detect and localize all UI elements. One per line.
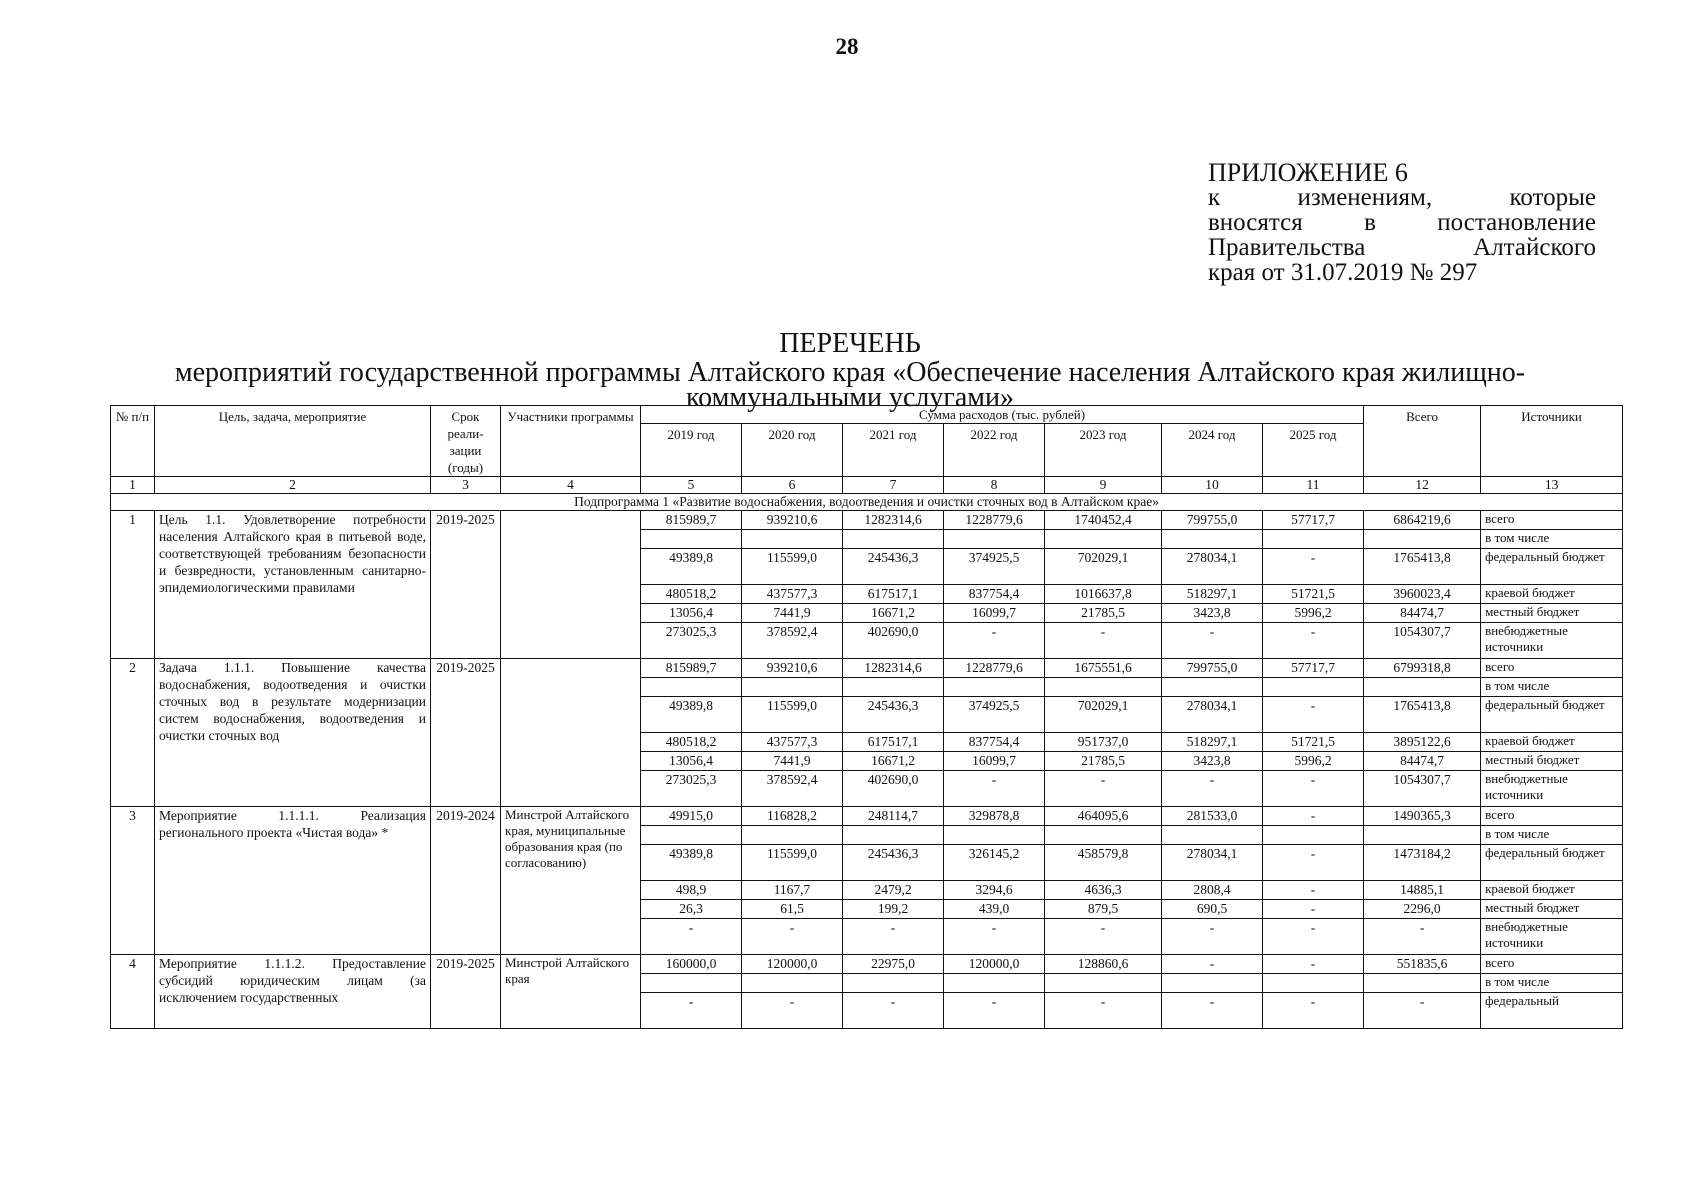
year-value: - (843, 993, 944, 1029)
year-value (742, 826, 843, 845)
funding-source: краевой бюджет (1481, 585, 1623, 604)
row-number: 3 (111, 807, 155, 955)
year-value: - (944, 771, 1045, 807)
column-number: 4 (501, 477, 641, 494)
funding-source: федеральный бюджет (1481, 697, 1623, 733)
year-value: - (843, 919, 944, 955)
column-number: 11 (1263, 477, 1364, 494)
year-value (742, 974, 843, 993)
funding-source: всего (1481, 955, 1623, 974)
year-value: 128860,6 (1045, 955, 1162, 974)
year-value: - (641, 919, 742, 955)
year-value: 815989,7 (641, 511, 742, 530)
total-value: - (1364, 919, 1481, 955)
implementation-term: 2019-2025 (431, 659, 501, 807)
participants: Минстрой Алтайского края (501, 955, 641, 1029)
expenses-table (110, 405, 1623, 1029)
year-value (944, 530, 1045, 549)
year-value: 799755,0 (1162, 511, 1263, 530)
total-value: 84474,7 (1364, 604, 1481, 623)
year-value: - (1263, 900, 1364, 919)
funding-source: внебюджетные источники (1481, 771, 1623, 807)
year-value: 378592,4 (742, 771, 843, 807)
table-row (111, 659, 1623, 678)
total-value: 1054307,7 (1364, 623, 1481, 659)
year-value: 245436,3 (843, 549, 944, 585)
funding-source: местный бюджет (1481, 604, 1623, 623)
column-number: 9 (1045, 477, 1162, 494)
year-value: 16671,2 (843, 752, 944, 771)
year-value: 21785,5 (1045, 752, 1162, 771)
participants (501, 511, 641, 659)
year-value: 61,5 (742, 900, 843, 919)
funding-source: в том числе (1481, 974, 1623, 993)
year-value: 464095,6 (1045, 807, 1162, 826)
header-term: Срок реали-зации (годы) (431, 406, 501, 477)
year-value: 281533,0 (1162, 807, 1263, 826)
year-value: 248114,7 (843, 807, 944, 826)
funding-source: краевой бюджет (1481, 733, 1623, 752)
year-value (641, 974, 742, 993)
column-number: 12 (1364, 477, 1481, 494)
year-value: 3423,8 (1162, 604, 1263, 623)
year-value: 7441,9 (742, 752, 843, 771)
year-value: - (1263, 697, 1364, 733)
year-value: - (1263, 549, 1364, 585)
year-value (843, 826, 944, 845)
year-value (742, 530, 843, 549)
year-value (1045, 530, 1162, 549)
year-value: 939210,6 (742, 659, 843, 678)
year-value: 480518,2 (641, 733, 742, 752)
year-value (1045, 826, 1162, 845)
participants: Минстрой Алтайского края, муниципальные образования края (по согласованию) (501, 807, 641, 955)
total-value: 84474,7 (1364, 752, 1481, 771)
year-value: 245436,3 (843, 697, 944, 733)
year-value: - (944, 623, 1045, 659)
year-value: 837754,4 (944, 733, 1045, 752)
total-value (1364, 826, 1481, 845)
funding-source: в том числе (1481, 826, 1623, 845)
year-value: 402690,0 (843, 623, 944, 659)
funding-source: федеральный бюджет (1481, 549, 1623, 585)
year-value: 617517,1 (843, 585, 944, 604)
year-value: 278034,1 (1162, 549, 1263, 585)
year-value: - (1263, 623, 1364, 659)
year-value: 245436,3 (843, 845, 944, 881)
year-value: 57717,7 (1263, 511, 1364, 530)
year-value: 115599,0 (742, 845, 843, 881)
total-value: 1765413,8 (1364, 549, 1481, 585)
header-year: 2025 год (1263, 424, 1364, 477)
year-value (843, 678, 944, 697)
implementation-term: 2019-2025 (431, 511, 501, 659)
total-value (1364, 678, 1481, 697)
year-value (843, 974, 944, 993)
year-value: 13056,4 (641, 752, 742, 771)
funding-source: краевой бюджет (1481, 881, 1623, 900)
appendix-line: Правительства Алтайского (1208, 234, 1596, 261)
column-number: 13 (1481, 477, 1623, 494)
year-value: - (1263, 955, 1364, 974)
year-value: 22975,0 (843, 955, 944, 974)
year-value (1162, 678, 1263, 697)
year-value: 51721,5 (1263, 733, 1364, 752)
total-value: 6799318,8 (1364, 659, 1481, 678)
page-number: 28 (835, 34, 859, 59)
year-value: 21785,5 (1045, 604, 1162, 623)
year-value: 617517,1 (843, 733, 944, 752)
document-subtitle: мероприятий государственной программы Алтайского края «Обеспечение населения Алтайского края жилищно-коммунальными услугами» (174, 357, 1526, 413)
year-value (1045, 974, 1162, 993)
appendix-line: края от 31.07.2019 № 297 (1208, 259, 1478, 286)
year-value: - (1045, 771, 1162, 807)
total-value: 1473184,2 (1364, 845, 1481, 881)
column-number: 6 (742, 477, 843, 494)
funding-source: всего (1481, 659, 1623, 678)
column-number: 10 (1162, 477, 1263, 494)
total-value: 6864219,6 (1364, 511, 1481, 530)
column-number: 5 (641, 477, 742, 494)
year-value: 49389,8 (641, 549, 742, 585)
header-year: 2019 год (641, 424, 742, 477)
header-row (111, 406, 1623, 424)
year-value: 518297,1 (1162, 733, 1263, 752)
year-value: - (1263, 771, 1364, 807)
total-value: 2296,0 (1364, 900, 1481, 919)
year-value: 480518,2 (641, 585, 742, 604)
year-value: 1228779,6 (944, 659, 1045, 678)
header-num: № п/п (111, 406, 155, 477)
header-year: 2022 год (944, 424, 1045, 477)
column-number: 3 (431, 477, 501, 494)
total-value (1364, 530, 1481, 549)
funding-source: местный бюджет (1481, 752, 1623, 771)
year-value: - (1162, 955, 1263, 974)
column-number: 7 (843, 477, 944, 494)
year-value (1263, 678, 1364, 697)
year-value: 2479,2 (843, 881, 944, 900)
year-value: 199,2 (843, 900, 944, 919)
appendix-title: ПРИЛОЖЕНИЕ 6 (1208, 158, 1408, 187)
year-value: 837754,4 (944, 585, 1045, 604)
year-value (641, 826, 742, 845)
year-value (944, 826, 1045, 845)
year-value: - (944, 919, 1045, 955)
header-sources: Источники (1481, 406, 1623, 477)
activity-name: Мероприятие 1.1.1.1. Реализация регионального проекта «Чистая вода» * (155, 807, 431, 955)
participants (501, 659, 641, 807)
year-value (1162, 826, 1263, 845)
year-value: 702029,1 (1045, 549, 1162, 585)
year-value: - (1263, 807, 1364, 826)
activity-name: Задача 1.1.1. Повышение качества водоснабжения, водоотведения и очистки сточных вод в результате модернизации систем водоснабжения, водоотведения и очистки сточных вод (155, 659, 431, 807)
implementation-term: 2019-2025 (431, 955, 501, 1029)
column-number-row (111, 477, 1623, 494)
total-value: 3895122,6 (1364, 733, 1481, 752)
activity-name: Цель 1.1. Удовлетворение потребности населения Алтайского края в питьевой воде, соответствующей требованиям безопасности и безвредности, установленным санитарно-эпидемиологическими правилами (155, 511, 431, 659)
year-value: 7441,9 (742, 604, 843, 623)
year-value: 49389,8 (641, 845, 742, 881)
header-year: 2021 год (843, 424, 944, 477)
appendix-block (1208, 160, 1596, 285)
year-value: 3423,8 (1162, 752, 1263, 771)
year-value (1263, 530, 1364, 549)
year-value: - (1162, 623, 1263, 659)
year-value: 57717,7 (1263, 659, 1364, 678)
implementation-term: 2019-2024 (431, 807, 501, 955)
year-value: 498,9 (641, 881, 742, 900)
year-value: 815989,7 (641, 659, 742, 678)
subprogram-row (111, 494, 1623, 511)
funding-source: всего (1481, 807, 1623, 826)
year-value: 437577,3 (742, 733, 843, 752)
year-value: 374925,5 (944, 549, 1045, 585)
column-number: 2 (155, 477, 431, 494)
year-value (641, 678, 742, 697)
year-value: 439,0 (944, 900, 1045, 919)
year-value: 160000,0 (641, 955, 742, 974)
year-value: - (1045, 623, 1162, 659)
header-year: 2023 год (1045, 424, 1162, 477)
header-participants: Участники программы (501, 406, 641, 477)
year-value: - (1162, 919, 1263, 955)
funding-source: в том числе (1481, 530, 1623, 549)
year-value: - (1162, 993, 1263, 1029)
year-value: 329878,8 (944, 807, 1045, 826)
year-value: 879,5 (1045, 900, 1162, 919)
year-value (1263, 826, 1364, 845)
row-number: 4 (111, 955, 155, 1029)
year-value: 16671,2 (843, 604, 944, 623)
funding-source: местный бюджет (1481, 900, 1623, 919)
funding-source: внебюджетные источники (1481, 623, 1623, 659)
year-value: 378592,4 (742, 623, 843, 659)
year-value: 16099,7 (944, 604, 1045, 623)
total-value: 3960023,4 (1364, 585, 1481, 604)
year-value: 3294,6 (944, 881, 1045, 900)
year-value: - (1045, 993, 1162, 1029)
row-number: 2 (111, 659, 155, 807)
year-value (1162, 974, 1263, 993)
year-value: 278034,1 (1162, 845, 1263, 881)
year-value: 1740452,4 (1045, 511, 1162, 530)
year-value: 120000,0 (742, 955, 843, 974)
funding-source: всего (1481, 511, 1623, 530)
header-year: 2020 год (742, 424, 843, 477)
total-value: 1054307,7 (1364, 771, 1481, 807)
header-goal: Цель, задача, мероприятие (155, 406, 431, 477)
year-value (1263, 974, 1364, 993)
total-value (1364, 974, 1481, 993)
year-value: 1282314,6 (843, 659, 944, 678)
appendix-line: к изменениям, которые (1208, 184, 1596, 211)
year-value: 702029,1 (1045, 697, 1162, 733)
year-value: 4636,3 (1045, 881, 1162, 900)
total-value: 14885,1 (1364, 881, 1481, 900)
year-value: 1282314,6 (843, 511, 944, 530)
activity-name: Мероприятие 1.1.1.2. Предоставление субсидий юридическим лицам (за исключением государственных (155, 955, 431, 1029)
year-value: - (1045, 919, 1162, 955)
year-value: 437577,3 (742, 585, 843, 604)
year-value: 273025,3 (641, 771, 742, 807)
year-value: 1675551,6 (1045, 659, 1162, 678)
year-value: - (742, 993, 843, 1029)
funding-source: в том числе (1481, 678, 1623, 697)
year-value: 458579,8 (1045, 845, 1162, 881)
funding-source: федеральный (1481, 993, 1623, 1029)
total-value: 551835,6 (1364, 955, 1481, 974)
year-value: 5996,2 (1263, 752, 1364, 771)
year-value: 2808,4 (1162, 881, 1263, 900)
column-number: 8 (944, 477, 1045, 494)
year-value: - (1263, 919, 1364, 955)
column-number: 1 (111, 477, 155, 494)
header-expenses: Сумма расходов (тыс. рублей) (641, 406, 1364, 424)
year-value: 115599,0 (742, 549, 843, 585)
year-value: - (1263, 845, 1364, 881)
year-value: 1016637,8 (1045, 585, 1162, 604)
year-value: 49389,8 (641, 697, 742, 733)
header-year: 2024 год (1162, 424, 1263, 477)
year-value: 120000,0 (944, 955, 1045, 974)
year-value: 115599,0 (742, 697, 843, 733)
year-value: - (641, 993, 742, 1029)
table-row (111, 955, 1623, 974)
year-value: 939210,6 (742, 511, 843, 530)
table-row (111, 807, 1623, 826)
year-value (1162, 530, 1263, 549)
row-number: 1 (111, 511, 155, 659)
funding-source: федеральный бюджет (1481, 845, 1623, 881)
table-row (111, 511, 1623, 530)
year-value: 51721,5 (1263, 585, 1364, 604)
document-title: ПЕРЕЧЕНЬ (779, 328, 921, 359)
year-value: - (1263, 881, 1364, 900)
year-value: 326145,2 (944, 845, 1045, 881)
year-value (1045, 678, 1162, 697)
appendix-line: вносятся в постановление (1208, 209, 1596, 236)
total-value: 1490365,3 (1364, 807, 1481, 826)
year-value: 1228779,6 (944, 511, 1045, 530)
year-value: - (944, 993, 1045, 1029)
year-value: - (742, 919, 843, 955)
year-value: 273025,3 (641, 623, 742, 659)
year-value (641, 530, 742, 549)
year-value: 799755,0 (1162, 659, 1263, 678)
year-value: 374925,5 (944, 697, 1045, 733)
year-value: 402690,0 (843, 771, 944, 807)
year-value: 116828,2 (742, 807, 843, 826)
total-value: 1765413,8 (1364, 697, 1481, 733)
year-value: - (1162, 771, 1263, 807)
year-value: 49915,0 (641, 807, 742, 826)
header-total: Всего (1364, 406, 1481, 477)
year-value (944, 974, 1045, 993)
year-value (843, 530, 944, 549)
total-value: - (1364, 993, 1481, 1029)
year-value (742, 678, 843, 697)
year-value: 278034,1 (1162, 697, 1263, 733)
year-value: 1167,7 (742, 881, 843, 900)
year-value: 518297,1 (1162, 585, 1263, 604)
year-value: - (1263, 993, 1364, 1029)
year-value: 16099,7 (944, 752, 1045, 771)
year-value: 13056,4 (641, 604, 742, 623)
subprogram-title: Подпрограмма 1 «Развитие водоснабжения, водоотведения и очистки сточных вод в Алтайском крае» (111, 494, 1623, 511)
funding-source: внебюджетные источники (1481, 919, 1623, 955)
year-value: 690,5 (1162, 900, 1263, 919)
year-value: 26,3 (641, 900, 742, 919)
year-value (944, 678, 1045, 697)
year-value: 951737,0 (1045, 733, 1162, 752)
year-value: 5996,2 (1263, 604, 1364, 623)
